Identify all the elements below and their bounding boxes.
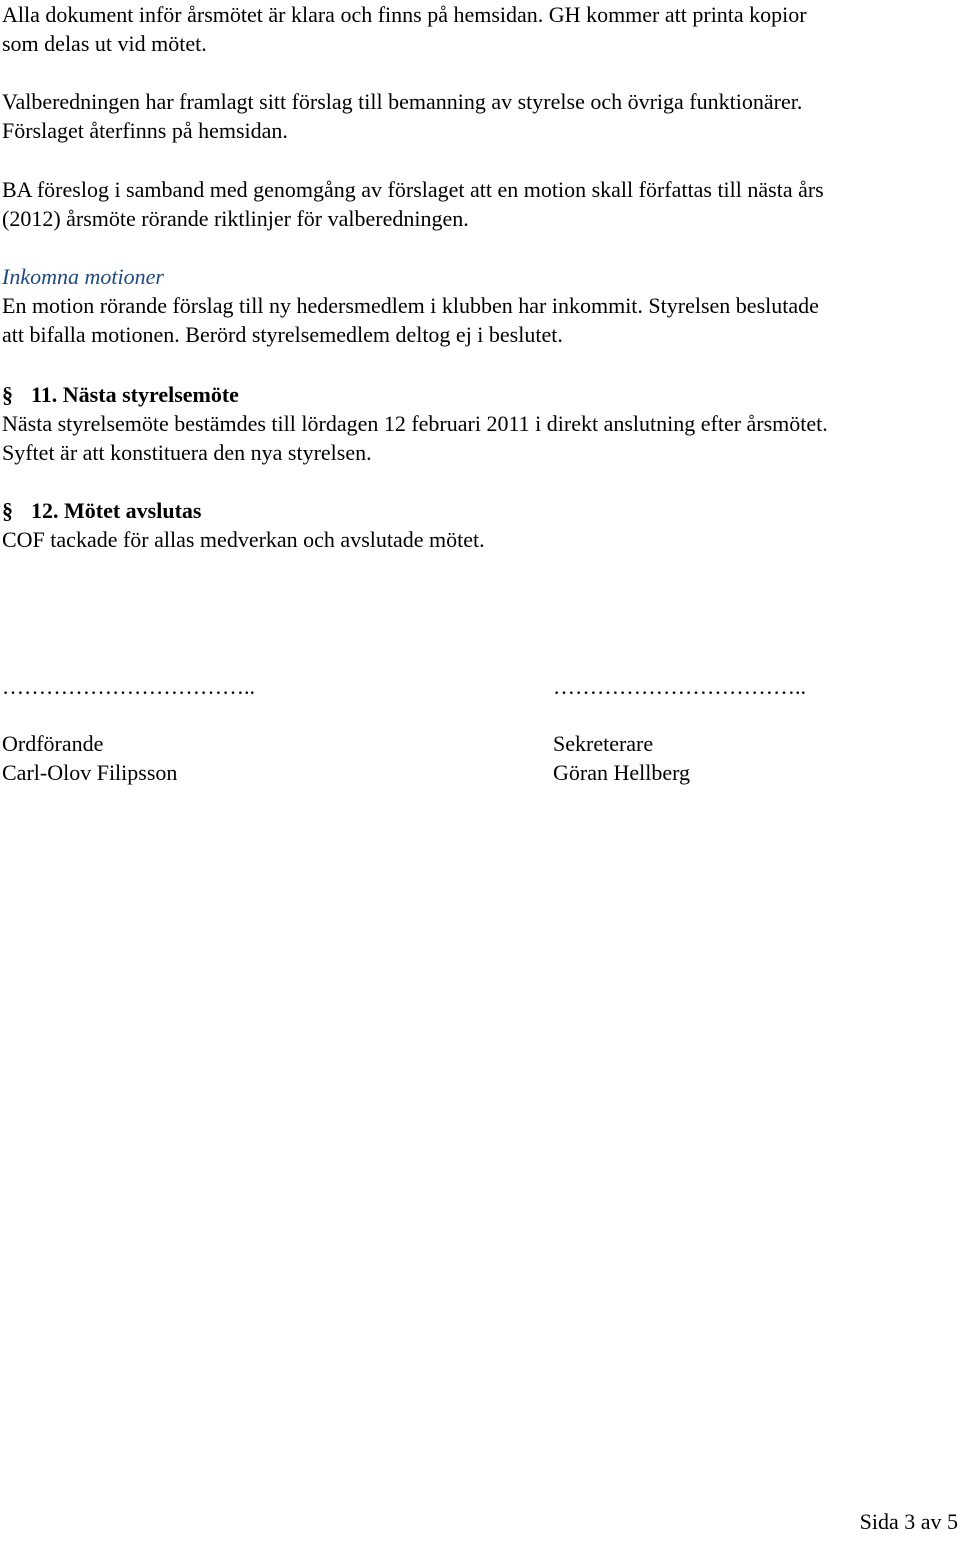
text-line: Nästa styrelsemöte bestämdes till lördagen 12 februari 2011 i direkt anslutning efter årsmötet. bbox=[2, 411, 828, 436]
paragraph-documents bbox=[2, 0, 958, 58]
text-line: Alla dokument inför årsmötet är klara och finns på hemsidan. GH kommer att printa kopior bbox=[2, 2, 807, 27]
paragraph-symbol: § bbox=[2, 498, 13, 523]
section-title: Mötet avslutas bbox=[64, 498, 202, 523]
signature-line: …………………………….. bbox=[2, 674, 255, 699]
section-number: 12. bbox=[31, 498, 59, 523]
section-incoming-motions bbox=[2, 262, 958, 349]
section-11-heading bbox=[2, 380, 958, 409]
signature-name: Carl-Olov Filipsson bbox=[2, 760, 178, 785]
text-line: BA föreslog i samband med genomgång av förslaget att en motion skall författas till nästa års bbox=[2, 177, 824, 202]
section-number: 11. bbox=[31, 382, 58, 407]
text-line: som delas ut vid mötet. bbox=[2, 31, 207, 56]
section-title: Nästa styrelsemöte bbox=[62, 382, 239, 407]
signature-role: Sekreterare bbox=[553, 731, 654, 756]
text-line: Valberedningen har framlagt sitt förslag till bemanning av styrelse och övriga funktionärer. bbox=[2, 89, 803, 114]
text-line: En motion rörande förslag till ny hedersmedlem i klubben har inkommit. Styrelsen beslutade bbox=[2, 293, 819, 318]
section-12-heading bbox=[2, 496, 958, 525]
signature-role: Ordförande bbox=[2, 731, 104, 756]
page-number: Sida 3 av 5 bbox=[859, 1509, 958, 1534]
text-line: Syftet är att konstituera den nya styrelsen. bbox=[2, 440, 372, 465]
text-line: att bifalla motionen. Berörd styrelsemedlem deltog ej i beslutet. bbox=[2, 322, 563, 347]
text-line: COF tackade för allas medverkan och avslutade mötet. bbox=[2, 527, 485, 552]
text-line: Förslaget återfinns på hemsidan. bbox=[2, 118, 288, 143]
paragraph-symbol: § bbox=[2, 382, 13, 407]
signature-line: …………………………….. bbox=[553, 674, 806, 699]
paragraph-nomination bbox=[2, 87, 958, 145]
paragraph-ba-proposal bbox=[2, 175, 958, 233]
text-line: (2012) årsmöte rörande riktlinjer för valberedningen. bbox=[2, 206, 469, 231]
section-11 bbox=[2, 380, 958, 467]
section-12 bbox=[2, 496, 958, 554]
signature-name: Göran Hellberg bbox=[553, 760, 691, 785]
signature-block-secretary bbox=[553, 672, 883, 787]
incoming-motions-heading: Inkomna motioner bbox=[2, 264, 164, 289]
signature-block-chair bbox=[2, 672, 332, 787]
